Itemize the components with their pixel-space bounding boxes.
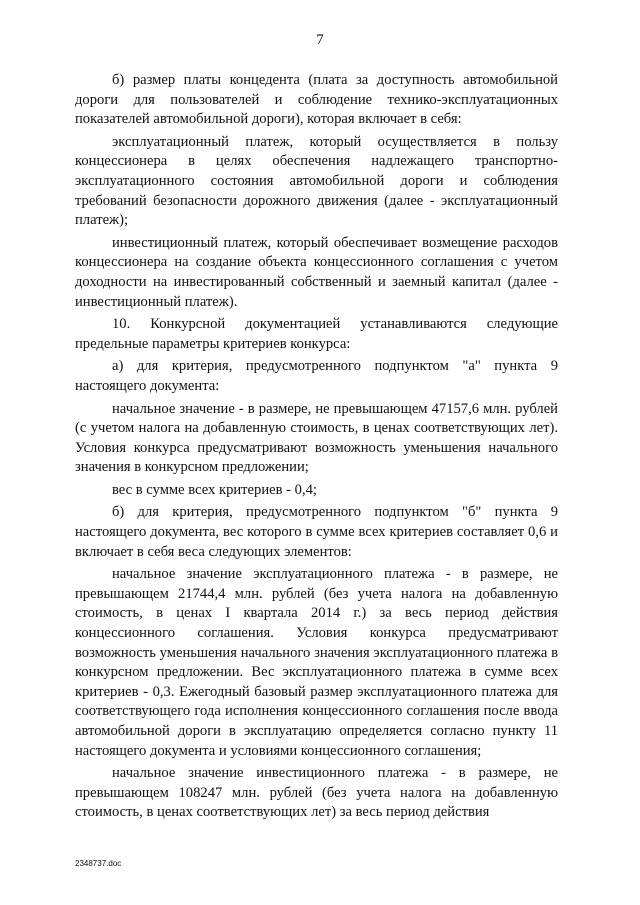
paragraph: инвестиционный платеж, который обеспечивает возмещение расходов концессионера на создание объекта концессионного соглашения с учетом доходности на инвестированный собственный и заемный капитал (далее - инвестиционный платеж). — [75, 234, 558, 310]
paragraph: б) размер платы концедента (плата за доступность автомобильной дороги для пользователей и соблюдение технико-эксплуатационных показателей автомобильной дороги), которая включает в себя: — [75, 72, 558, 128]
document-body — [75, 71, 558, 826]
paragraph: б) для критерия, предусмотренного подпунктом "б" пункта 9 настоящего документа, вес которого в сумме всех критериев составляет 0,6 и включает в себя веса следующих элементов: — [75, 504, 558, 560]
page-number: 7 — [316, 32, 324, 48]
paragraph: эксплуатационный платеж, который осуществляется в пользу концессионера в целях обеспечения надлежащего транспортно-эксплуатационного состояния автомобильной дороги и соблюдения требований безопасности дорожного движения (далее - эксплуатационный платеж); — [75, 133, 558, 229]
paragraph: начальное значение эксплуатационного платежа - в размере, не превышающем 21744,4 млн. рублей (без учета налога на добавленную стоимость, в ценах I квартала 2014 г.) за весь период действия концессионного соглашения. Условия конкурса предусматривают возможность уменьшения начального значения эксплуатационного платежа в конкурсном предложении. Вес эксплуатационного платежа в сумме всех критериев - 0,3. Ежегодный базовый размер эксплуатационного платежа для соответствующего года исполнения концессионного соглашения после ввода автомобильной дороги в эксплуатацию определяется согласно пункту 11 настоящего документа и условиями концессионного соглашения; — [75, 566, 558, 759]
paragraph: вес в сумме всех критериев - 0,4; — [112, 481, 317, 498]
paragraph: начальное значение инвестиционного платежа - в размере, не превышающем 108247 млн. рублей (без учета налога на добавленную стоимость, в ценах соответствующих лет) за весь период действия — [75, 765, 558, 821]
paragraph: а) для критерия, предусмотренного подпунктом "а" пункта 9 настоящего документа: — [75, 358, 558, 394]
paragraph: начальное значение - в размере, не превышающем 47157,6 млн. рублей (с учетом налога на добавленную стоимость, в ценах соответствующих лет). Условия конкурса предусматривают возможность уменьшения начального значения в конкурсном предложении; — [75, 400, 558, 476]
footer-filename: 2348737.doc — [75, 859, 122, 868]
paragraph: 10. Конкурсной документацией устанавливаются следующие предельные параметры критериев конкурса: — [75, 316, 558, 352]
